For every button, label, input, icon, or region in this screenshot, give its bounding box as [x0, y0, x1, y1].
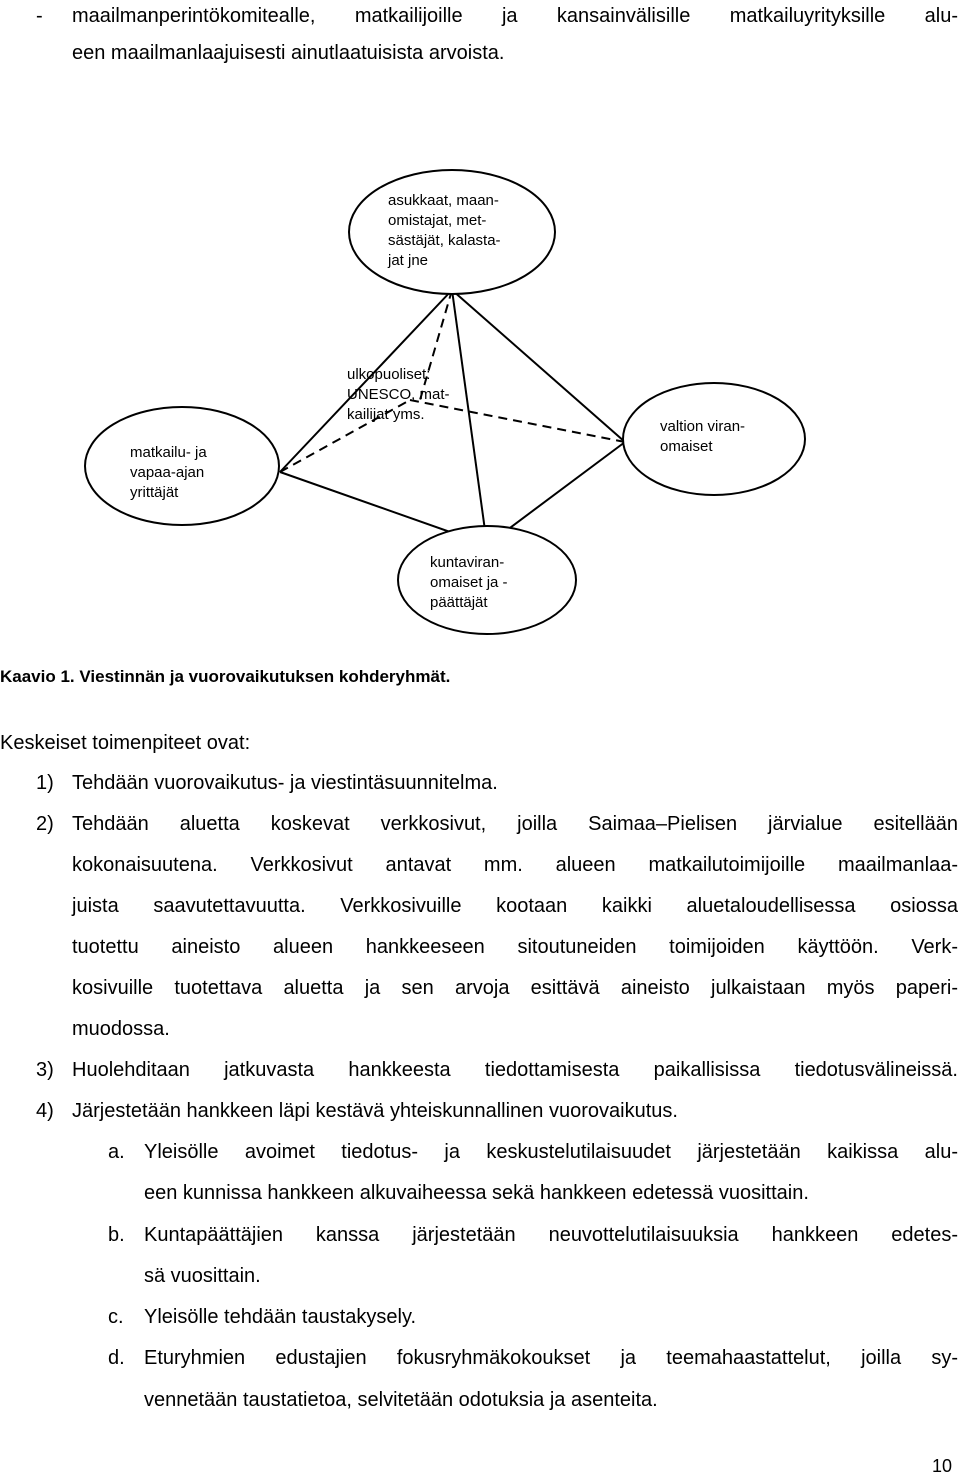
solid-line-top-right — [452, 290, 625, 442]
node-label-top: asukkaat, maan- omistajat, met- sästäjät, kalasta- jat jne — [388, 192, 501, 269]
item-number-4: 4) — [36, 1100, 54, 1122]
subitem-letter-a: a. — [108, 1141, 125, 1163]
stakeholder-diagram — [0, 0, 960, 640]
list-heading: Keskeiset toimenpiteet ovat: — [0, 732, 251, 754]
item-1-line-1: Tehdään vuorovaikutus- ja viestintäsuunnitelma. — [72, 772, 498, 794]
subitem-b-line-1: Kuntapäättäjien kanssa järjestetään neuvottelutilaisuuksia hankkeen edetes- — [144, 1224, 958, 1246]
figure-caption: Kaavio 1. Viestinnän ja vuorovaikutuksen kohderyhmät. — [0, 667, 451, 686]
item-4-line-1: Järjestetään hankkeen läpi kestävä yhteiskunnallinen vuorovaikutus. — [72, 1100, 678, 1122]
subitem-a-line-2: een kunnissa hankkeen alkuvaiheessa sekä hankkeen edetessä vuosittain. — [144, 1182, 809, 1204]
subitem-b-line-2: sä vuosittain. — [144, 1265, 261, 1287]
item-2-line-4: tuotettu aineisto alueen hankkeeseen sitoutuneiden toimijoiden käyttöön. Verk- — [72, 936, 958, 958]
item-number-2: 2) — [36, 813, 54, 835]
item-3-line-1: Huolehditaan jatkuvasta hankkeesta tiedottamisesta paikallisissa tiedotusvälineissä. — [72, 1059, 958, 1081]
intro-dash: - — [36, 5, 43, 27]
item-2-line-1: Tehdään aluetta koskevat verkkosivut, joilla Saimaa–Pielisen järvialue esitellään — [72, 813, 958, 835]
subitem-c-line-1: Yleisölle tehdään taustakysely. — [144, 1306, 417, 1328]
intro-line-2: een maailmanlaajuisesti ainutlaatuisista arvoista. — [72, 42, 505, 64]
item-2-line-6: muodossa. — [72, 1018, 170, 1040]
item-number-1: 1) — [36, 772, 54, 794]
node-label-left: matkailu- ja vapaa-ajan yrittäjät — [130, 444, 207, 501]
page-number: 10 — [932, 1456, 953, 1476]
node-label-right: valtion viran- omaiset — [660, 418, 746, 455]
node-label-bottom: kuntaviran- omaiset ja - päättäjät — [430, 554, 508, 611]
item-2-line-2: kokonaisuutena. Verkkosivut antavat mm. alueen matkailutoimijoille maailmanlaa- — [72, 854, 958, 876]
subitem-letter-d: d. — [108, 1347, 125, 1369]
item-number-3: 3) — [36, 1059, 54, 1081]
subitem-letter-c: c. — [108, 1306, 124, 1328]
solid-line-top-bottom — [452, 290, 487, 545]
subitem-a-line-1: Yleisölle avoimet tiedotus- ja keskustelutilaisuudet järjestetään kaikissa alu- — [144, 1141, 958, 1163]
subitem-d-line-1: Eturyhmien edustajien fokusryhmäkokoukset ja teemahaastattelut, joilla sy- — [144, 1347, 958, 1369]
subitem-letter-b: b. — [108, 1224, 125, 1246]
item-2-line-5: kosivuille tuotettava aluetta ja sen arvoja esittävä aineisto julkaistaan myös paperi- — [72, 977, 958, 999]
subitem-d-line-2: vennetään taustatietoa, selvitetään odotuksia ja asenteita. — [144, 1389, 658, 1411]
item-2-line-3: juista saavutettavuutta. Verkkosivuille kootaan kaikki aluetaloudellisessa osiossa — [72, 895, 958, 917]
node-label-center: ulkopuoliset: UNESCO, mat- kailijat yms. — [347, 366, 450, 423]
intro-line-1: maailmanperintökomitealle, matkailijoille ja kansainvälisille matkailuyrityksille alu- — [72, 5, 958, 27]
